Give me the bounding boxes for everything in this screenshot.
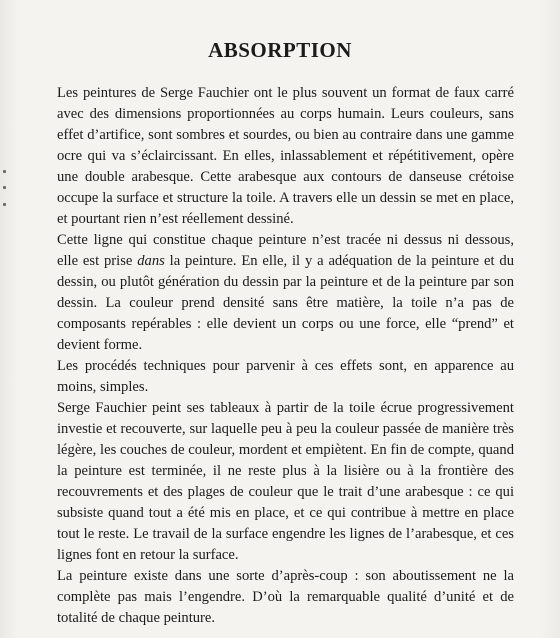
paragraph-text: La peinture existe dans une sorte d’après-coup : son aboutissement ne la complète pas mais l’engendre. D’où la remarquable qualité d’unité et de totalité de chaque peinture. <box>57 568 514 626</box>
paragraph-4 <box>57 398 514 566</box>
body-text <box>57 83 514 629</box>
paragraph-text: Les peintures de Serge Fauchier ont le plus souvent un format de faux carré avec des dimensions proportionnées au corps humain. Leurs couleurs, sans effet d’artifice, sont sombres et sourdes, ou bien au contraire dans une gamme ocre qui va s’éclaircissant. En elles, inlassablement et répétitivement, opère une double arabesque. Cette arabesque aux contours de danseuse crétoise occupe la surface et structure la toile. A travers elle un dessin se met en place, et pourtant rien n’est réellement dessiné. <box>57 85 514 227</box>
paragraph-text: Les procédés techniques pour parvenir à ces effets sont, en apparence au moins, simples. <box>57 358 514 395</box>
margin-mark <box>3 203 6 206</box>
paragraph-5 <box>57 566 514 629</box>
page-title: ABSORPTION <box>208 38 352 62</box>
paragraph-1 <box>57 83 514 230</box>
paragraph-text: Serge Fauchier peint ses tableaux à partir de la toile écrue progressivement investie et recouverte, sur laquelle peu à peu la couleur passée de manière très légère, les couches de couleur, mordent et empiètent. En fin de compte, quand la peinture est terminée, il ne reste plus à la lisière ou à la frontière des recouvrements et des plages de couleur que le trait d’une arabesque : ce qui subsiste quand tout a été mis en place, et ce qui contribue à mettre en place tout le reste. Le travail de la surface engendre les lignes de l’arabesque, et ces lignes font en retour la surface. <box>57 400 514 563</box>
paragraph-text: Cette ligne qui constitue chaque peinture n’est tracée ni dessus ni dessous, elle est prise <box>57 232 514 269</box>
emphasized-word: dans <box>137 253 165 269</box>
paragraph-2 <box>57 230 514 356</box>
paragraph-text: la peinture. En elle, il y a adéquation de la peinture et du dessin, ou plutôt génération du dessin par la peinture et de la peinture par son dessin. La couleur prend densité sans être matière, la toile n’a pas de composants repérables : elle devient un corps ou une force, elle “prend” et devient forme. <box>57 253 514 353</box>
margin-mark <box>3 170 6 173</box>
margin-mark <box>3 186 6 189</box>
paragraph-3 <box>57 356 514 398</box>
